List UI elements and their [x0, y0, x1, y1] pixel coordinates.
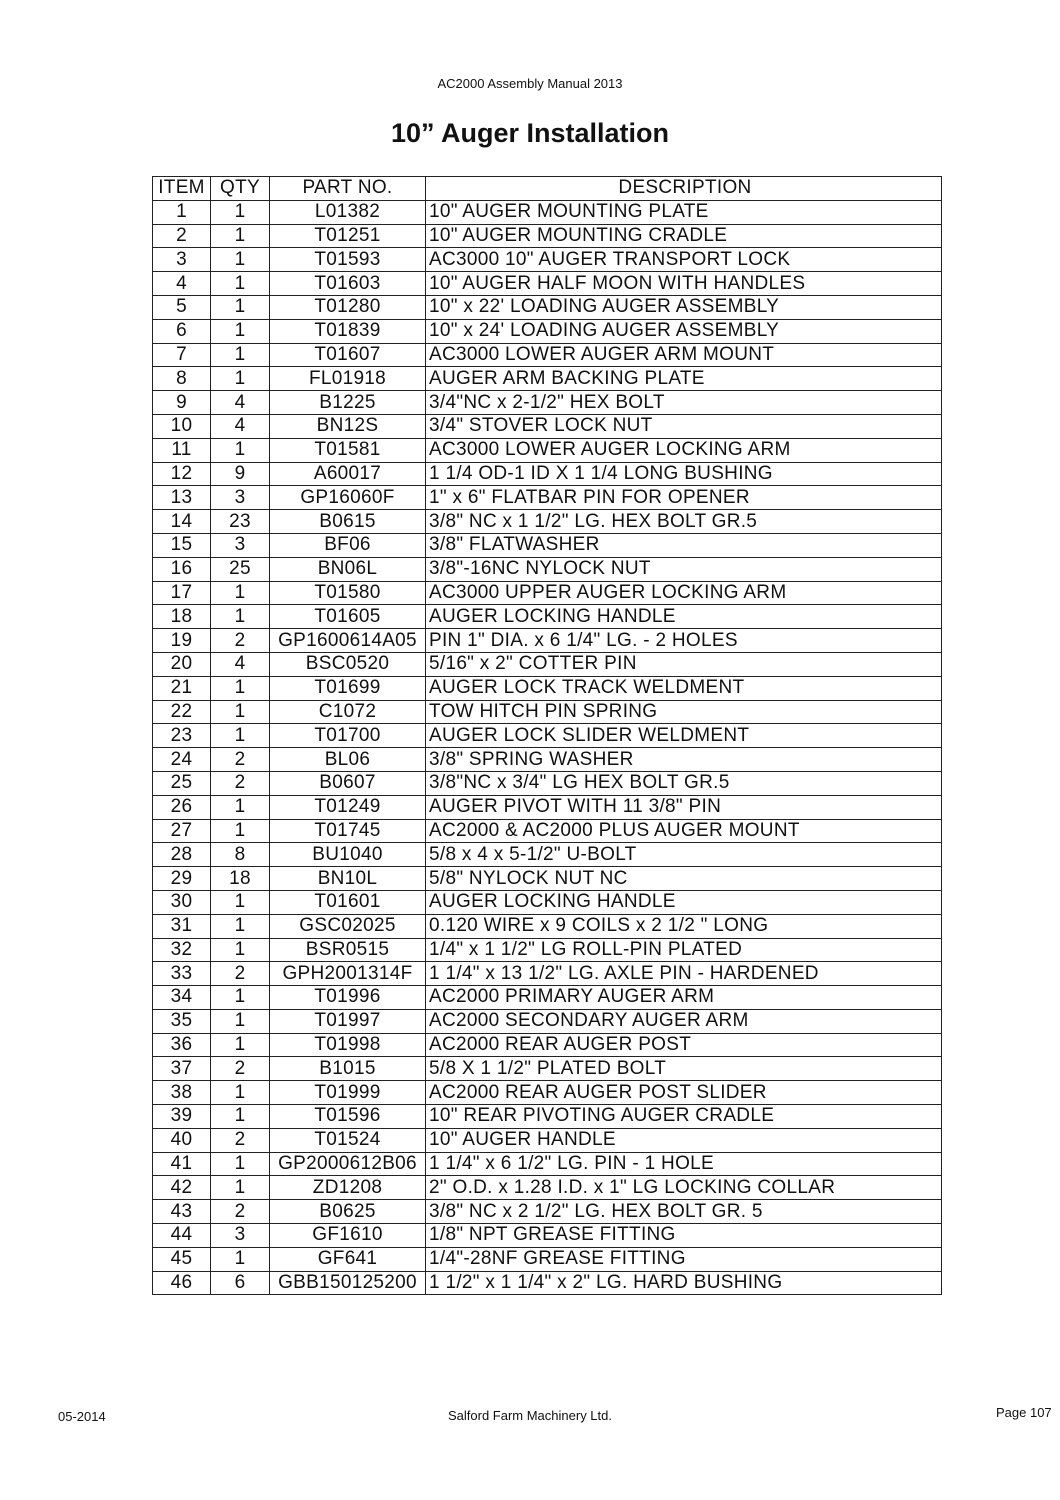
description-cell: 3/8"NC x 3/4" LG HEX BOLT GR.5 [426, 771, 942, 795]
part-number-cell: T01580 [270, 581, 426, 605]
description-cell: 3/4" STOVER LOCK NUT [426, 414, 942, 438]
quantity-cell: 2 [211, 748, 270, 772]
table-row [153, 248, 942, 272]
item-number-cell: 10 [153, 414, 211, 438]
table-row [153, 605, 942, 629]
quantity-cell: 23 [211, 510, 270, 534]
part-number-cell: BN12S [270, 414, 426, 438]
table-header-row [153, 177, 942, 201]
item-number-cell: 43 [153, 1200, 211, 1224]
item-number-cell: 16 [153, 557, 211, 581]
description-cell: 10" AUGER MOUNTING CRADLE [426, 224, 942, 248]
part-number-cell: T01596 [270, 1105, 426, 1129]
description-cell: 1 1/4" x 13 1/2" LG. AXLE PIN - HARDENED [426, 962, 942, 986]
quantity-cell: 1 [211, 1033, 270, 1057]
quantity-cell: 1 [211, 676, 270, 700]
table-row [153, 1271, 942, 1295]
item-number-cell: 3 [153, 248, 211, 272]
quantity-cell: 1 [211, 605, 270, 629]
quantity-cell: 1 [211, 1105, 270, 1129]
part-number-cell: T01607 [270, 343, 426, 367]
table-row [153, 652, 942, 676]
description-cell: AUGER ARM BACKING PLATE [426, 367, 942, 391]
part-number-cell: B0607 [270, 771, 426, 795]
table-row [153, 843, 942, 867]
part-number-cell: GP1600614A05 [270, 629, 426, 653]
part-number-cell: T01996 [270, 986, 426, 1010]
part-number-cell: BSC0520 [270, 652, 426, 676]
quantity-cell: 6 [211, 1271, 270, 1295]
document-header: AC2000 Assembly Manual 2013 [437, 76, 623, 91]
item-number-cell: 12 [153, 462, 211, 486]
item-number-cell: 7 [153, 343, 211, 367]
quantity-cell: 1 [211, 986, 270, 1010]
item-number-cell: 18 [153, 605, 211, 629]
part-number-cell: GBB150125200 [270, 1271, 426, 1295]
item-number-cell: 28 [153, 843, 211, 867]
quantity-cell: 1 [211, 1247, 270, 1271]
quantity-cell: 4 [211, 652, 270, 676]
table-row [153, 510, 942, 534]
quantity-cell: 1 [211, 319, 270, 343]
quantity-cell: 18 [211, 867, 270, 891]
parts-table [152, 176, 942, 1295]
part-number-cell: T01524 [270, 1128, 426, 1152]
part-number-cell: BL06 [270, 748, 426, 772]
quantity-cell: 1 [211, 1009, 270, 1033]
description-cell: 3/8" NC x 2 1/2" LG. HEX BOLT GR. 5 [426, 1200, 942, 1224]
description-cell: AC2000 PRIMARY AUGER ARM [426, 986, 942, 1010]
quantity-cell: 4 [211, 391, 270, 415]
quantity-cell: 2 [211, 1128, 270, 1152]
description-cell: AC3000 UPPER AUGER LOCKING ARM [426, 581, 942, 605]
quantity-cell: 1 [211, 1176, 270, 1200]
quantity-cell: 25 [211, 557, 270, 581]
quantity-cell: 2 [211, 1057, 270, 1081]
table-row [153, 200, 942, 224]
item-number-cell: 44 [153, 1224, 211, 1248]
table-row [153, 557, 942, 581]
part-number-cell: GSC02025 [270, 914, 426, 938]
quantity-cell: 1 [211, 1152, 270, 1176]
part-number-cell: B0625 [270, 1200, 426, 1224]
part-number-cell: T01603 [270, 272, 426, 296]
description-cell: 2" O.D. x 1.28 I.D. x 1" LG LOCKING COLLAR [426, 1176, 942, 1200]
part-number-cell: T01249 [270, 795, 426, 819]
part-number-cell: T01251 [270, 224, 426, 248]
item-number-cell: 25 [153, 771, 211, 795]
table-row [153, 986, 942, 1010]
quantity-cell: 1 [211, 248, 270, 272]
item-number-cell: 31 [153, 914, 211, 938]
part-number-cell: B0615 [270, 510, 426, 534]
item-number-cell: 9 [153, 391, 211, 415]
quantity-cell: 1 [211, 700, 270, 724]
table-row [153, 224, 942, 248]
part-number-cell: T01999 [270, 1081, 426, 1105]
item-number-cell: 36 [153, 1033, 211, 1057]
item-number-cell: 19 [153, 629, 211, 653]
table-row [153, 938, 942, 962]
quantity-cell: 1 [211, 367, 270, 391]
table-row [153, 581, 942, 605]
footer-page-number: Page 107 [996, 1405, 1052, 1420]
description-cell: 0.120 WIRE x 9 COILS x 2 1/2 " LONG [426, 914, 942, 938]
table-row [153, 867, 942, 891]
item-number-cell: 29 [153, 867, 211, 891]
table-row [153, 1057, 942, 1081]
description-cell: 5/16" x 2" COTTER PIN [426, 652, 942, 676]
table-row [153, 748, 942, 772]
description-cell: 3/4"NC x 2-1/2" HEX BOLT [426, 391, 942, 415]
part-number-cell: L01382 [270, 200, 426, 224]
item-number-cell: 26 [153, 795, 211, 819]
item-number-cell: 33 [153, 962, 211, 986]
table-row [153, 771, 942, 795]
description-cell: 1/4"-28NF GREASE FITTING [426, 1247, 942, 1271]
part-number-cell: GP2000612B06 [270, 1152, 426, 1176]
table-row [153, 486, 942, 510]
table-row [153, 414, 942, 438]
description-cell: 5/8 X 1 1/2" PLATED BOLT [426, 1057, 942, 1081]
quantity-cell: 8 [211, 843, 270, 867]
table-row [153, 391, 942, 415]
table-row [153, 1081, 942, 1105]
quantity-cell: 3 [211, 486, 270, 510]
description-cell: 5/8 x 4 x 5-1/2" U-BOLT [426, 843, 942, 867]
description-cell: 1 1/2" x 1 1/4" x 2" LG. HARD BUSHING [426, 1271, 942, 1295]
quantity-cell: 1 [211, 724, 270, 748]
quantity-cell: 3 [211, 1224, 270, 1248]
quantity-cell: 2 [211, 629, 270, 653]
item-number-cell: 11 [153, 438, 211, 462]
description-cell: AC2000 & AC2000 PLUS AUGER MOUNT [426, 819, 942, 843]
table-row [153, 533, 942, 557]
item-number-cell: 45 [153, 1247, 211, 1271]
part-number-cell: T01280 [270, 295, 426, 319]
item-number-cell: 1 [153, 200, 211, 224]
description-cell: 10" REAR PIVOTING AUGER CRADLE [426, 1105, 942, 1129]
part-number-cell: GP16060F [270, 486, 426, 510]
item-number-cell: 20 [153, 652, 211, 676]
description-cell: 3/8"-16NC NYLOCK NUT [426, 557, 942, 581]
description-cell: 3/8" NC x 1 1/2" LG. HEX BOLT GR.5 [426, 510, 942, 534]
part-number-cell: T01998 [270, 1033, 426, 1057]
table-row [153, 295, 942, 319]
description-cell: 3/8" FLATWASHER [426, 533, 942, 557]
item-number-cell: 46 [153, 1271, 211, 1295]
part-number-cell: T01700 [270, 724, 426, 748]
column-header-description: DESCRIPTION [426, 177, 942, 201]
part-number-cell: BSR0515 [270, 938, 426, 962]
quantity-cell: 2 [211, 771, 270, 795]
table-row [153, 1176, 942, 1200]
description-cell: 1/8" NPT GREASE FITTING [426, 1224, 942, 1248]
item-number-cell: 6 [153, 319, 211, 343]
table-row [153, 319, 942, 343]
table-row [153, 1105, 942, 1129]
description-cell: AUGER LOCK SLIDER WELDMENT [426, 724, 942, 748]
description-cell: 10" x 22' LOADING AUGER ASSEMBLY [426, 295, 942, 319]
quantity-cell: 3 [211, 533, 270, 557]
table-row [153, 1009, 942, 1033]
item-number-cell: 22 [153, 700, 211, 724]
footer-company: Salford Farm Machinery Ltd. [447, 1408, 612, 1423]
quantity-cell: 1 [211, 938, 270, 962]
part-number-cell: BF06 [270, 533, 426, 557]
quantity-cell: 1 [211, 272, 270, 296]
part-number-cell: T01997 [270, 1009, 426, 1033]
table-row [153, 1247, 942, 1271]
quantity-cell: 1 [211, 224, 270, 248]
description-cell: 10" AUGER MOUNTING PLATE [426, 200, 942, 224]
item-number-cell: 5 [153, 295, 211, 319]
description-cell: AUGER PIVOT WITH 11 3/8" PIN [426, 795, 942, 819]
table-row [153, 795, 942, 819]
description-cell: 10" AUGER HALF MOON WITH HANDLES [426, 272, 942, 296]
item-number-cell: 42 [153, 1176, 211, 1200]
description-cell: AUGER LOCK TRACK WELDMENT [426, 676, 942, 700]
part-number-cell: ZD1208 [270, 1176, 426, 1200]
quantity-cell: 1 [211, 343, 270, 367]
item-number-cell: 8 [153, 367, 211, 391]
description-cell: AC3000 LOWER AUGER ARM MOUNT [426, 343, 942, 367]
table-row [153, 272, 942, 296]
quantity-cell: 2 [211, 962, 270, 986]
table-row [153, 700, 942, 724]
quantity-cell: 1 [211, 914, 270, 938]
part-number-cell: T01839 [270, 319, 426, 343]
item-number-cell: 21 [153, 676, 211, 700]
item-number-cell: 15 [153, 533, 211, 557]
footer-date: 05-2014 [58, 1409, 106, 1424]
quantity-cell: 4 [211, 414, 270, 438]
description-cell: AC3000 10" AUGER TRANSPORT LOCK [426, 248, 942, 272]
quantity-cell: 1 [211, 890, 270, 914]
part-number-cell: A60017 [270, 462, 426, 486]
description-cell: 1 1/4 OD-1 ID X 1 1/4 LONG BUSHING [426, 462, 942, 486]
table-row [153, 819, 942, 843]
table-row [153, 629, 942, 653]
quantity-cell: 1 [211, 581, 270, 605]
description-cell: 3/8" SPRING WASHER [426, 748, 942, 772]
quantity-cell: 1 [211, 438, 270, 462]
part-number-cell: T01605 [270, 605, 426, 629]
description-cell: 1 1/4" x 6 1/2" LG. PIN - 1 HOLE [426, 1152, 942, 1176]
item-number-cell: 30 [153, 890, 211, 914]
part-number-cell: T01581 [270, 438, 426, 462]
page-title: 10” Auger Installation [390, 118, 670, 148]
part-number-cell: T01699 [270, 676, 426, 700]
item-number-cell: 23 [153, 724, 211, 748]
part-number-cell: GPH2001314F [270, 962, 426, 986]
column-header-item: ITEM [153, 177, 211, 201]
item-number-cell: 14 [153, 510, 211, 534]
description-cell: 5/8" NYLOCK NUT NC [426, 867, 942, 891]
table-row [153, 367, 942, 391]
table-row [153, 438, 942, 462]
description-cell: AC2000 REAR AUGER POST [426, 1033, 942, 1057]
part-number-cell: C1072 [270, 700, 426, 724]
table-row [153, 1224, 942, 1248]
parts-table-body [153, 200, 942, 1295]
description-cell: AUGER LOCKING HANDLE [426, 605, 942, 629]
column-header-qty: QTY [211, 177, 270, 201]
description-cell: 10" x 24' LOADING AUGER ASSEMBLY [426, 319, 942, 343]
item-number-cell: 13 [153, 486, 211, 510]
item-number-cell: 4 [153, 272, 211, 296]
item-number-cell: 37 [153, 1057, 211, 1081]
quantity-cell: 1 [211, 819, 270, 843]
column-header-part-no: PART NO. [270, 177, 426, 201]
quantity-cell: 1 [211, 295, 270, 319]
description-cell: AC2000 SECONDARY AUGER ARM [426, 1009, 942, 1033]
quantity-cell: 1 [211, 200, 270, 224]
item-number-cell: 2 [153, 224, 211, 248]
item-number-cell: 39 [153, 1105, 211, 1129]
table-row [153, 1128, 942, 1152]
part-number-cell: B1015 [270, 1057, 426, 1081]
part-number-cell: BN10L [270, 867, 426, 891]
item-number-cell: 17 [153, 581, 211, 605]
item-number-cell: 40 [153, 1128, 211, 1152]
description-cell: TOW HITCH PIN SPRING [426, 700, 942, 724]
description-cell: AUGER LOCKING HANDLE [426, 890, 942, 914]
item-number-cell: 34 [153, 986, 211, 1010]
part-number-cell: GF1610 [270, 1224, 426, 1248]
part-number-cell: BN06L [270, 557, 426, 581]
table-row [153, 676, 942, 700]
table-row [153, 1200, 942, 1224]
description-cell: PIN 1" DIA. x 6 1/4" LG. - 2 HOLES [426, 629, 942, 653]
table-row [153, 1033, 942, 1057]
table-row [153, 462, 942, 486]
table-row [153, 914, 942, 938]
part-number-cell: T01601 [270, 890, 426, 914]
part-number-cell: B1225 [270, 391, 426, 415]
description-cell: 1" x 6" FLATBAR PIN FOR OPENER [426, 486, 942, 510]
part-number-cell: FL01918 [270, 367, 426, 391]
description-cell: 10" AUGER HANDLE [426, 1128, 942, 1152]
table-row [153, 890, 942, 914]
item-number-cell: 38 [153, 1081, 211, 1105]
item-number-cell: 41 [153, 1152, 211, 1176]
item-number-cell: 32 [153, 938, 211, 962]
item-number-cell: 35 [153, 1009, 211, 1033]
description-cell: AC3000 LOWER AUGER LOCKING ARM [426, 438, 942, 462]
part-number-cell: BU1040 [270, 843, 426, 867]
description-cell: 1/4" x 1 1/2" LG ROLL-PIN PLATED [426, 938, 942, 962]
description-cell: AC2000 REAR AUGER POST SLIDER [426, 1081, 942, 1105]
table-row [153, 724, 942, 748]
part-number-cell: T01745 [270, 819, 426, 843]
item-number-cell: 27 [153, 819, 211, 843]
quantity-cell: 2 [211, 1200, 270, 1224]
part-number-cell: GF641 [270, 1247, 426, 1271]
quantity-cell: 9 [211, 462, 270, 486]
table-row [153, 1152, 942, 1176]
item-number-cell: 24 [153, 748, 211, 772]
table-row [153, 962, 942, 986]
part-number-cell: T01593 [270, 248, 426, 272]
table-row [153, 343, 942, 367]
quantity-cell: 1 [211, 795, 270, 819]
quantity-cell: 1 [211, 1081, 270, 1105]
